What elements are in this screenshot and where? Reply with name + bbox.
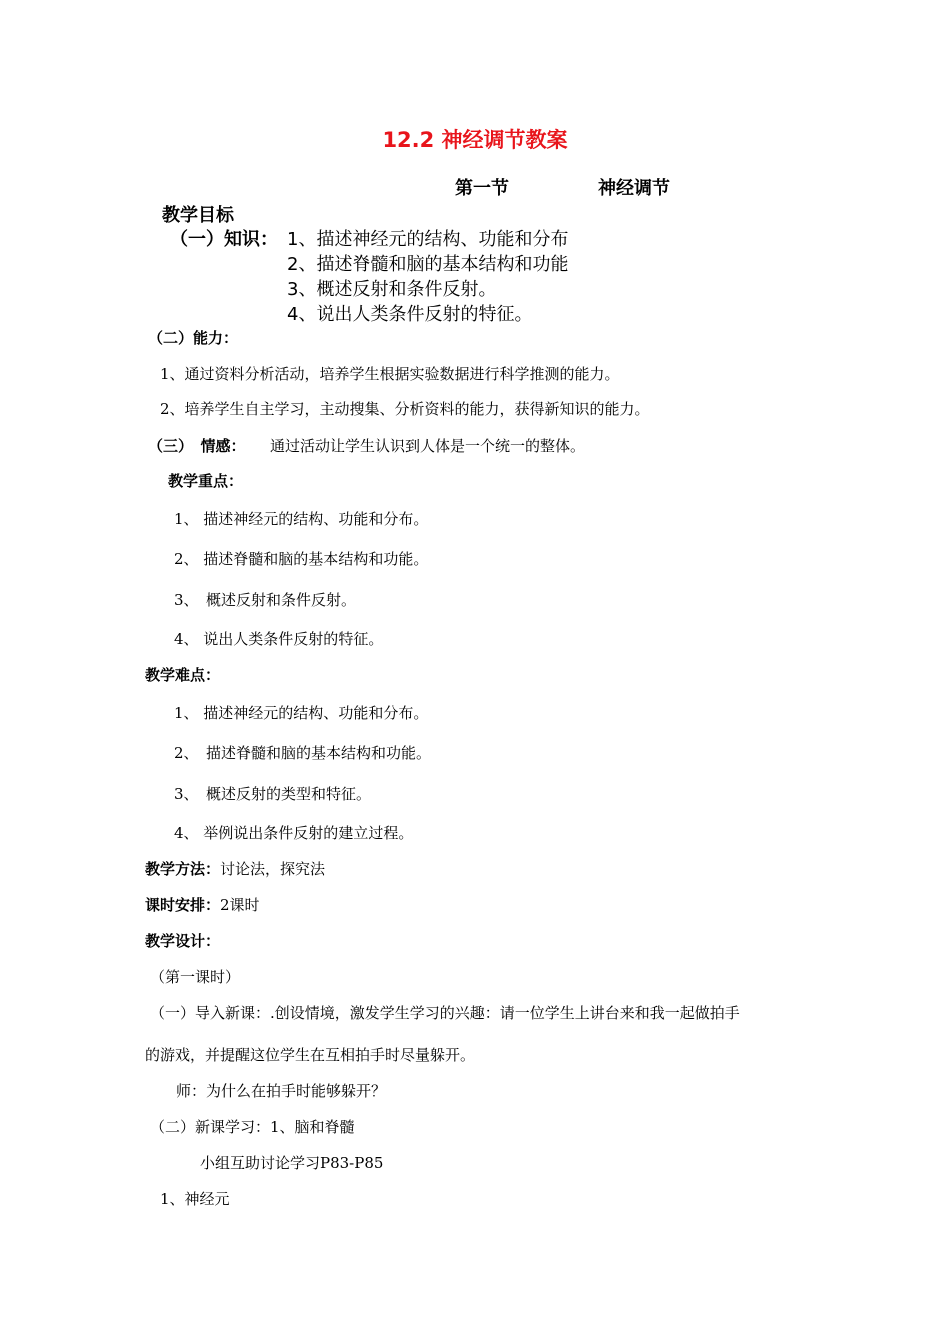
intro-line-1: （一）导入新课：.创设情境，激发学生学习的兴趣：请一位学生上讲台来和我一起做拍手 xyxy=(150,1004,740,1022)
lesson-label: （第一课时） xyxy=(150,968,241,986)
design-label: 教学设计： xyxy=(145,932,221,950)
neuron-line: 1、神经元 xyxy=(160,1190,230,1208)
knowledge-item-4: 4、说出人类条件反射的特征。 xyxy=(287,304,533,325)
key-points-heading: 教学重点： xyxy=(168,472,244,490)
key-point-item-3: 3、 概述反射和条件反射。 xyxy=(174,591,357,609)
key-point-item-1: 1、 描述神经元的结构、功能和分布。 xyxy=(174,510,429,528)
difficulty-item-3: 3、 概述反射的类型和特征。 xyxy=(174,785,372,803)
emotion-text: 通过活动让学生认识到人体是一个统一的整体。 xyxy=(270,437,586,455)
group-study-line: 小组互助讨论学习P83-P85 xyxy=(200,1154,384,1172)
objectives-heading: 教学目标 xyxy=(162,205,234,226)
difficulty-item-4: 4、 举例说出条件反射的建立过程。 xyxy=(174,824,414,842)
method-value: 讨论法，探究法 xyxy=(220,860,326,878)
teacher-question: 师：为什么在拍手时能够躲开？ xyxy=(176,1082,387,1100)
section-number: 第一节 xyxy=(455,178,509,199)
schedule-value: 2课时 xyxy=(220,896,260,914)
knowledge-label: （一）知识： xyxy=(170,229,278,250)
intro-line-2: 的游戏，并提醒这位学生在互相拍手时尽量躲开。 xyxy=(145,1046,476,1064)
knowledge-item-3: 3、概述反射和条件反射。 xyxy=(287,279,497,300)
knowledge-item-1: 1、描述神经元的结构、功能和分布 xyxy=(287,229,569,250)
ability-item-2: 2、培养学生自主学习，主动搜集、分析资料的能力，获得新知识的能力。 xyxy=(160,400,650,418)
schedule-label: 课时安排： xyxy=(145,896,221,914)
emotion-label: （三） 情感： xyxy=(148,437,246,455)
new-lesson-line: （二）新课学习：1、脑和脊髓 xyxy=(150,1118,355,1136)
difficulties-heading: 教学难点： xyxy=(145,666,221,684)
ability-label: （二）能力： xyxy=(148,329,239,347)
method-label: 教学方法： xyxy=(145,860,221,878)
ability-item-1: 1、通过资料分析活动，培养学生根据实验数据进行科学推测的能力。 xyxy=(160,365,620,383)
schedule-line xyxy=(145,894,260,915)
difficulty-item-2: 2、 描述脊髓和脑的基本结构和功能。 xyxy=(174,744,432,762)
method-line xyxy=(145,858,325,879)
key-point-item-2: 2、 描述脊髓和脑的基本结构和功能。 xyxy=(174,550,429,568)
key-point-item-4: 4、 说出人类条件反射的特征。 xyxy=(174,630,384,648)
difficulty-item-1: 1、 描述神经元的结构、功能和分布。 xyxy=(174,704,429,722)
knowledge-item-2: 2、描述脊髓和脑的基本结构和功能 xyxy=(287,254,569,275)
document-title: 12.2 神经调节教案 xyxy=(382,128,568,152)
section-name: 神经调节 xyxy=(598,178,670,199)
